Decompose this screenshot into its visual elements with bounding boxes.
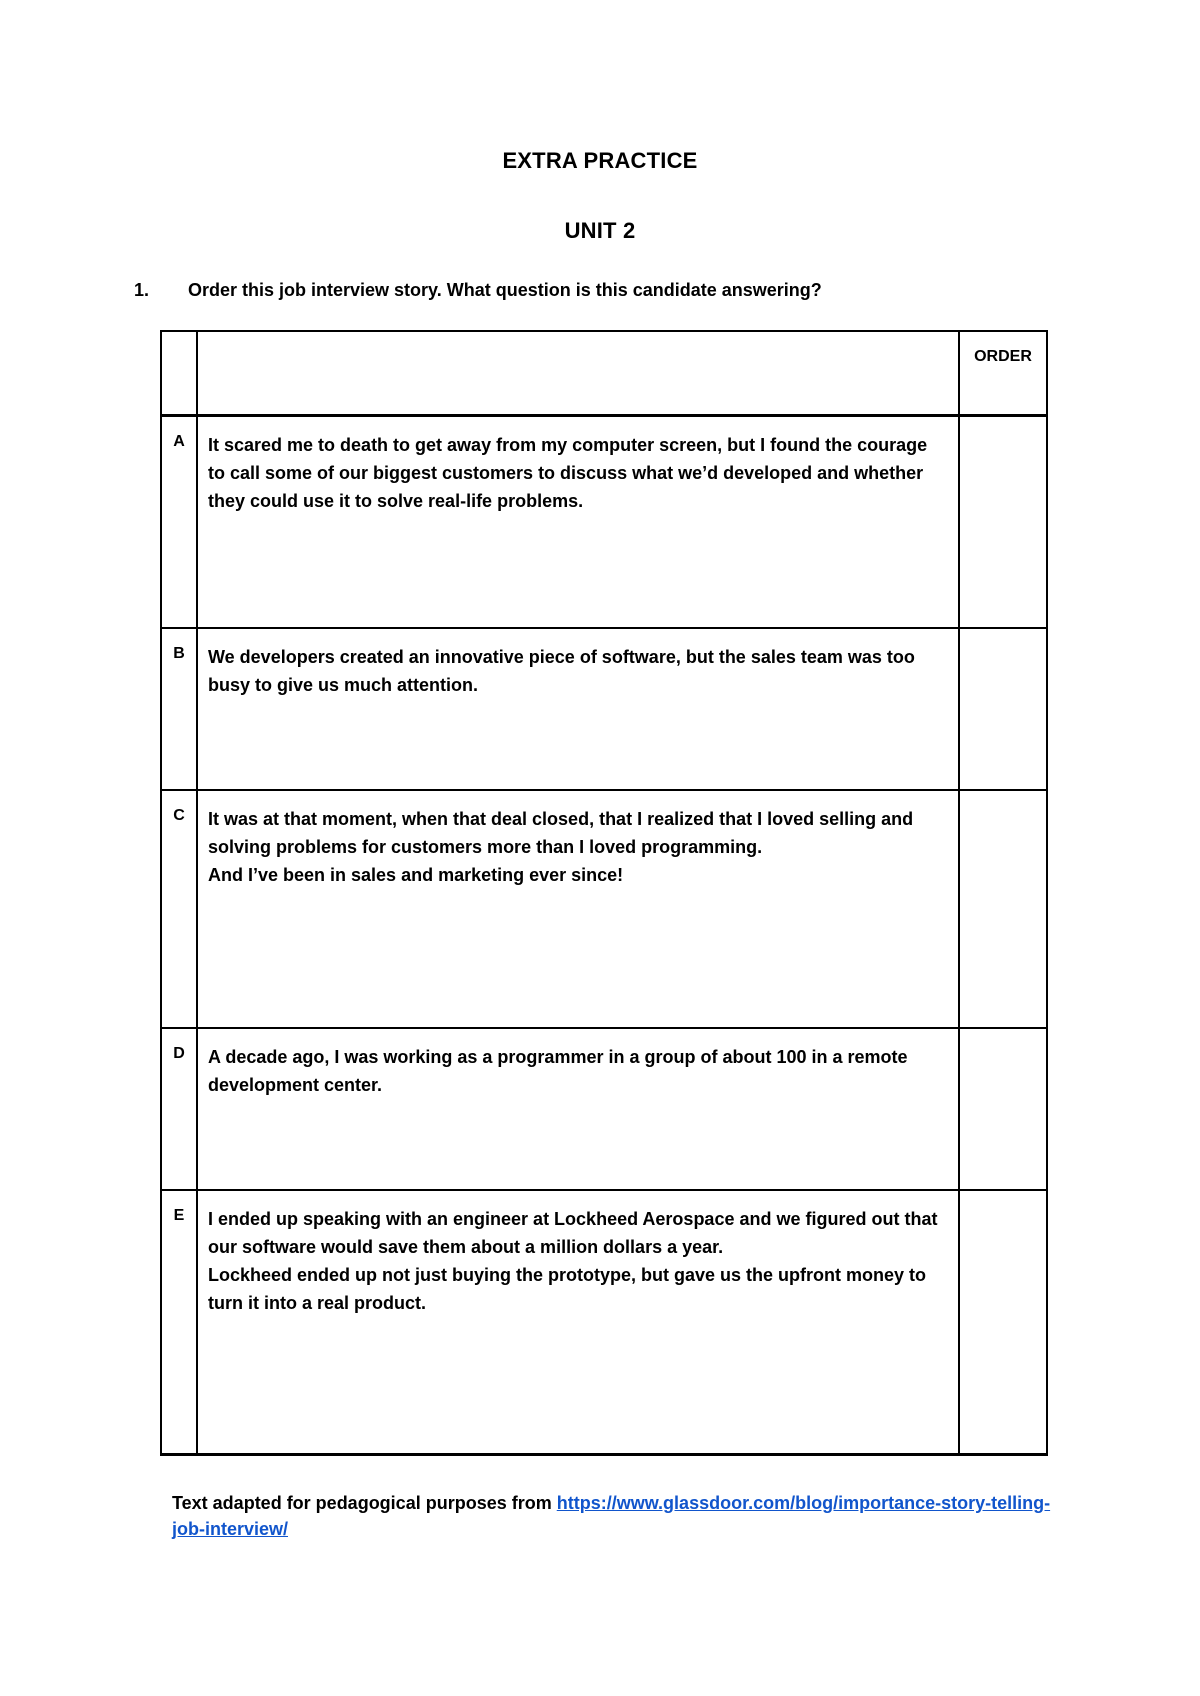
source-link[interactable]: https://www.glassdoor.com/blog/importance-story-telling-job-interview/: [172, 1493, 1051, 1539]
order-input-cell[interactable]: [959, 790, 1047, 1028]
row-letter: C: [161, 790, 197, 1028]
order-input-cell[interactable]: [959, 628, 1047, 790]
table-row: [161, 790, 1047, 1028]
order-input-cell[interactable]: [959, 1190, 1047, 1454]
row-letter: D: [161, 1028, 197, 1190]
question-text: Order this job interview story. What question is this candidate answering?: [188, 280, 822, 300]
row-text-line: It was at that moment, when that deal closed, that I realized that I loved selling and solving problems for customers more than I loved programming.: [208, 809, 914, 857]
row-text-line: We developers created an innovative piece of software, but the sales team was too busy to give us much attention.: [208, 647, 915, 695]
row-text: [197, 1028, 959, 1190]
row-text: [197, 628, 959, 790]
row-text: [197, 790, 959, 1028]
header-text-cell: [197, 331, 959, 415]
source-prefix: Text adapted for pedagogical purposes from: [172, 1493, 557, 1513]
table-row: [161, 1190, 1047, 1454]
unit-heading: UNIT 2: [564, 218, 636, 243]
order-input-cell[interactable]: [959, 415, 1047, 628]
row-letter: A: [161, 415, 197, 628]
row-letter: E: [161, 1190, 197, 1454]
row-text-line: A decade ago, I was working as a programmer in a group of about 100 in a remote development center.: [208, 1047, 908, 1095]
question-number: 1.: [134, 280, 150, 300]
row-letter: B: [161, 628, 197, 790]
row-text-line: And I’ve been in sales and marketing ever since!: [208, 865, 624, 885]
row-text: [197, 415, 959, 628]
table-row: [161, 628, 1047, 790]
table-row: [161, 415, 1047, 628]
table-row: [161, 1028, 1047, 1190]
row-text-line: It scared me to death to get away from my computer screen, but I found the courage to call some of our biggest customers to discuss what we’d developed and whether they could use it to solve real-life problems.: [208, 434, 928, 511]
question-instruction: [134, 280, 822, 301]
row-text: [197, 1190, 959, 1454]
header-letter-cell: [161, 331, 197, 415]
source-attribution: [172, 1490, 1052, 1542]
document-title: EXTRA PRACTICE: [502, 148, 698, 173]
row-text-line: I ended up speaking with an engineer at Lockheed Aerospace and we figured out that our software would save them about a million dollars a year.: [208, 1209, 938, 1257]
order-input-cell[interactable]: [959, 1028, 1047, 1190]
order-header: ORDER: [959, 331, 1047, 415]
row-text-line: Lockheed ended up not just buying the prototype, but gave us the upfront money to turn it into a real product.: [208, 1265, 927, 1313]
table-header-row: [161, 331, 1047, 415]
story-order-table: [160, 330, 1048, 1456]
